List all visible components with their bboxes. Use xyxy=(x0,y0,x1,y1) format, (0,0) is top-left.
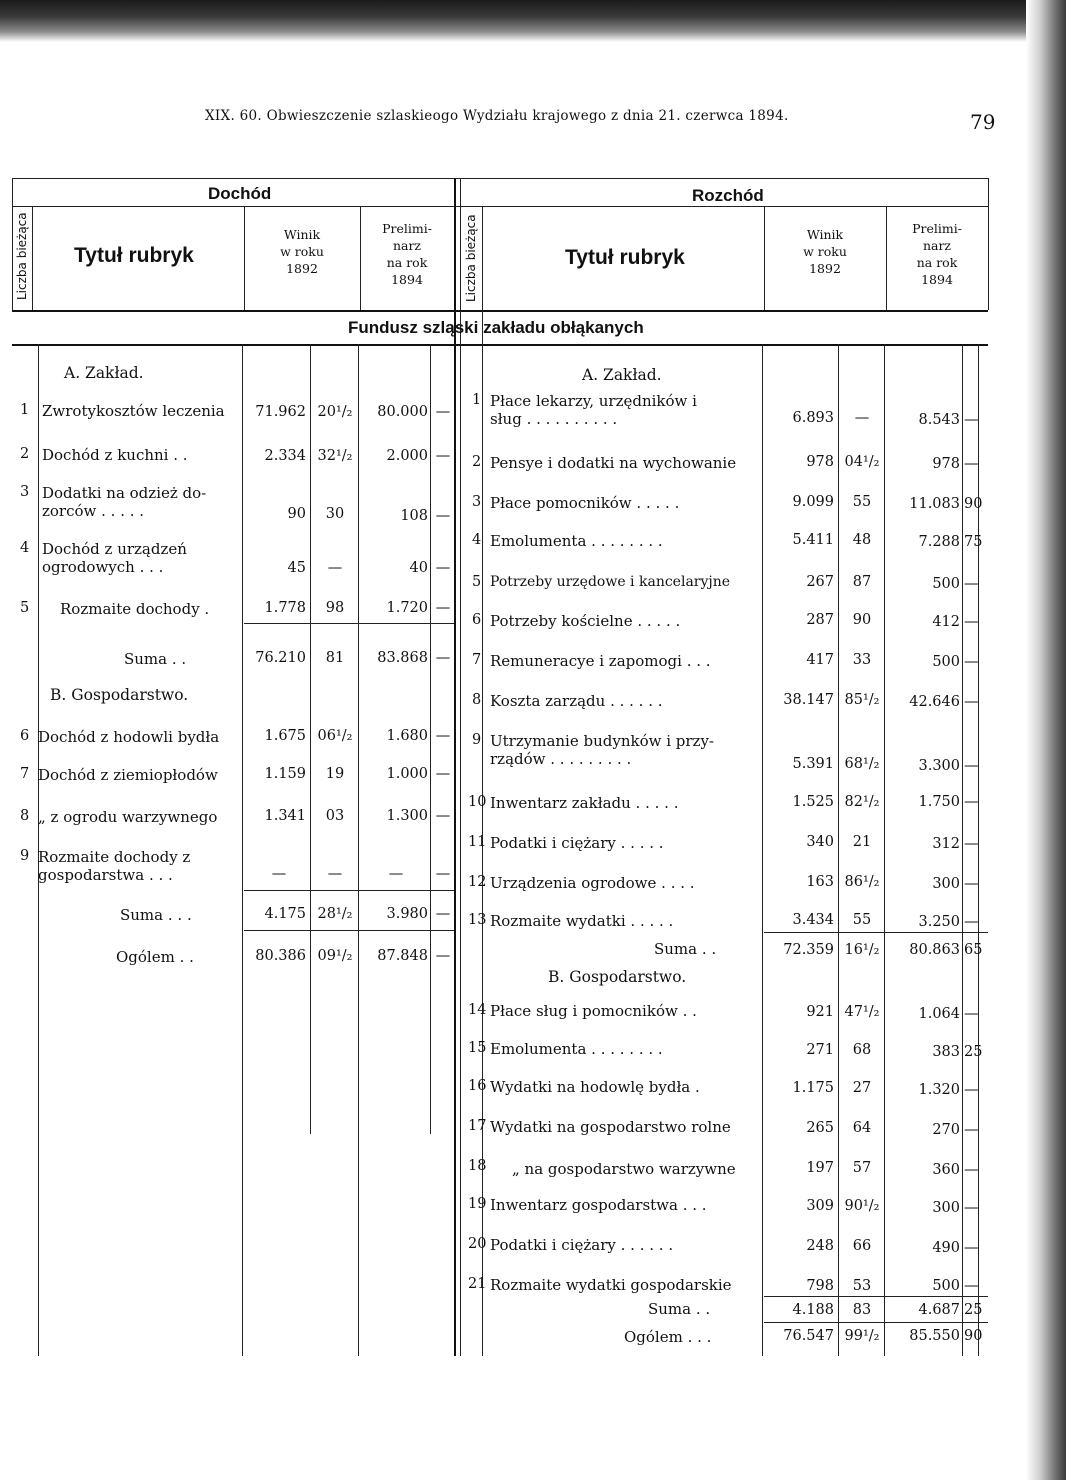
col-result-line: w roku xyxy=(280,244,324,259)
prelim-value: 300 xyxy=(932,876,960,892)
rule xyxy=(430,344,431,1134)
result-value: 1.175 xyxy=(792,1080,834,1096)
rule xyxy=(988,178,989,310)
prelim-fraction: — xyxy=(435,560,451,576)
col-prelim-line: 1894 xyxy=(391,272,423,287)
prelim-value: 1.720 xyxy=(386,600,428,616)
result-fraction: 64 xyxy=(852,1120,872,1136)
prelim-fraction: — xyxy=(435,808,451,824)
row-title: Koszta zarządu . . . . . . xyxy=(490,692,663,710)
expense-section-b: B. Gospodarstwo. xyxy=(548,968,687,986)
total-rule xyxy=(244,930,454,931)
row-number: 9 xyxy=(20,848,30,864)
row-title: Podatki i ciężary . . . . . xyxy=(490,834,664,852)
prelim-value: 3.300 xyxy=(918,758,960,774)
prelim-value: 1.750 xyxy=(918,794,960,810)
result-value: 417 xyxy=(806,652,834,668)
prelim-fraction: — xyxy=(435,448,451,464)
result-value: 5.391 xyxy=(792,756,834,772)
row-number: 2 xyxy=(472,454,482,470)
expense-title: Rozchód xyxy=(692,186,764,205)
row-number: 6 xyxy=(20,728,30,744)
rule xyxy=(838,344,839,1356)
result-value: 340 xyxy=(806,834,834,850)
prelim-value: 978 xyxy=(932,456,960,472)
row-number: 12 xyxy=(468,874,487,890)
row-number: 18 xyxy=(468,1158,487,1174)
row-title: Emolumenta . . . . . . . . xyxy=(490,532,663,550)
fund-title: Fundusz szląski zakładu obłąkanych xyxy=(348,318,644,337)
rule xyxy=(886,206,887,310)
row-number: 8 xyxy=(472,692,482,708)
head-bottom-rule xyxy=(12,310,988,312)
prelim-value: 40 xyxy=(409,560,428,576)
sum-rule xyxy=(244,623,454,624)
rule xyxy=(32,206,33,310)
prelim-fraction: — xyxy=(964,914,979,930)
result-value: 1.525 xyxy=(792,794,834,810)
result-value: 197 xyxy=(806,1160,834,1176)
result-fraction: 68 xyxy=(852,1042,872,1058)
row-title: „ na gospodarstwo warzywne xyxy=(512,1160,736,1178)
prelim-value: 108 xyxy=(400,508,428,524)
row-title-line: Rozmaite dochody z xyxy=(38,848,191,866)
prelim-value: 87.848 xyxy=(377,948,428,964)
col-title-right: Tytuł rubryk xyxy=(565,246,685,269)
result-fraction: 04¹/₂ xyxy=(844,454,880,470)
prelim-value: 1.320 xyxy=(918,1082,960,1098)
prelim-fraction: 75 xyxy=(964,534,983,550)
result-fraction: 90 xyxy=(852,612,872,628)
prelim-fraction: — xyxy=(435,906,451,922)
prelim-value: 2.000 xyxy=(386,448,428,464)
rule xyxy=(242,344,243,1356)
prelim-fraction: 25 xyxy=(964,1044,983,1060)
row-title: Urządzenia ogrodowe . . . . xyxy=(490,874,695,892)
prelim-fraction: — xyxy=(435,728,451,744)
row-number: 19 xyxy=(468,1196,487,1212)
row-title: Rozmaite wydatki . . . . . xyxy=(490,912,674,930)
prelim-fraction: — xyxy=(435,404,451,420)
result-fraction: 27 xyxy=(852,1080,872,1096)
row-number: 6 xyxy=(472,612,482,628)
row-title: „ z ogrodu warzywnego xyxy=(38,808,218,826)
result-value: 248 xyxy=(806,1238,834,1254)
row-title-line: gospodarstwa . . . xyxy=(38,866,173,884)
total-label: Ogólem . . xyxy=(116,948,194,966)
prelim-value: 490 xyxy=(932,1240,960,1256)
result-fraction: 48 xyxy=(852,532,872,548)
row-title: Dochód z ziemiopłodów xyxy=(38,766,218,784)
total-rule xyxy=(764,1322,988,1323)
rule xyxy=(12,178,13,310)
prelim-value: 7.288 xyxy=(918,534,960,550)
result-value: 4.175 xyxy=(264,906,306,922)
prelim-value: 270 xyxy=(932,1122,960,1138)
row-title-line: Płace lekarzy, urzędników i xyxy=(490,392,697,410)
result-value: 72.359 xyxy=(783,942,834,958)
row-title-line: ogrodowych . . . xyxy=(42,558,164,576)
rule xyxy=(962,344,963,1356)
row-title: Dochód z kuchni . . xyxy=(42,446,188,464)
rule xyxy=(358,344,359,1356)
prelim-fraction: — xyxy=(964,1200,979,1216)
prelim-fraction: — xyxy=(964,836,979,852)
row-number: 1 xyxy=(20,402,30,418)
prelim-value: 85.550 xyxy=(909,1328,960,1344)
row-number: 8 xyxy=(20,808,30,824)
result-value: 38.147 xyxy=(783,692,834,708)
result-fraction: 47¹/₂ xyxy=(844,1004,880,1020)
ledger-table xyxy=(12,178,988,1356)
result-fraction: 98 xyxy=(325,600,345,616)
result-value: 921 xyxy=(806,1004,834,1020)
result-value: 2.334 xyxy=(264,448,306,464)
row-title: Rozmaite dochody . xyxy=(60,600,210,618)
result-fraction: — xyxy=(327,866,343,882)
row-title: Wydatki na gospodarstwo rolne xyxy=(490,1118,731,1136)
row-title: Potrzeby urzędowe i kancelaryjne xyxy=(490,574,731,590)
result-fraction: — xyxy=(854,410,870,426)
row-number: 11 xyxy=(468,834,487,850)
row-title-line: sług . . . . . . . . . . xyxy=(490,410,618,428)
result-value: 309 xyxy=(806,1198,834,1214)
prelim-fraction: — xyxy=(964,758,979,774)
sum-rule xyxy=(244,890,454,891)
col-prelim-line: 1894 xyxy=(921,272,953,287)
prelim-value: 500 xyxy=(932,1278,960,1294)
sum-label: Suma . . . xyxy=(120,906,192,924)
prelim-value: 83.868 xyxy=(377,650,428,666)
prelim-value: 412 xyxy=(932,614,960,630)
prelim-fraction: — xyxy=(435,600,451,616)
col-number-left: Liczba bieżąca xyxy=(15,212,29,300)
prelim-value: 383 xyxy=(932,1044,960,1060)
col-number-right: Liczba bieżąca xyxy=(464,214,478,302)
prelim-fraction: — xyxy=(435,508,451,524)
col-prelim-line: na rok xyxy=(916,255,958,270)
sum-label: Suma . . xyxy=(654,940,717,958)
row-number: 14 xyxy=(468,1002,487,1018)
result-value: 163 xyxy=(806,874,834,890)
row-title: Emolumenta . . . . . . . . xyxy=(490,1040,663,1058)
row-number: 17 xyxy=(468,1118,487,1134)
head-rule xyxy=(12,206,988,207)
result-value: 798 xyxy=(806,1278,834,1294)
row-title xyxy=(490,732,714,768)
expense-section-a: A. Zakład. xyxy=(582,366,662,384)
result-fraction: 33 xyxy=(852,652,872,668)
row-title: Dochód z hodowli bydła xyxy=(38,728,220,746)
income-section-b: B. Gospodarstwo. xyxy=(50,686,189,704)
result-value: 90 xyxy=(287,506,306,522)
result-fraction: 03 xyxy=(325,808,345,824)
prelim-value: 80.000 xyxy=(377,404,428,420)
result-value: 76.547 xyxy=(783,1328,834,1344)
col-prelim-right xyxy=(888,220,986,288)
row-number: 5 xyxy=(20,600,30,616)
row-number: 5 xyxy=(472,574,482,590)
prelim-fraction: — xyxy=(964,1162,979,1178)
prelim-fraction: — xyxy=(435,866,451,882)
result-value: 1.675 xyxy=(264,728,306,744)
scan-right-edge xyxy=(1026,0,1066,1480)
row-title: Rozmaite wydatki gospodarskie xyxy=(490,1276,732,1294)
result-value: 5.411 xyxy=(792,532,834,548)
row-title: Inwentarz gospodarstwa . . . xyxy=(490,1196,707,1214)
row-title: Zwrotykosztów leczenia xyxy=(42,402,225,420)
col-result-right xyxy=(766,226,884,277)
row-title-line: rządów . . . . . . . . . xyxy=(490,750,632,768)
row-title xyxy=(490,392,697,428)
row-number: 7 xyxy=(20,766,30,782)
col-prelim-line: Prelimi- xyxy=(382,221,432,236)
prelim-fraction: — xyxy=(964,876,979,892)
rule xyxy=(884,344,885,1356)
prelim-fraction: 90 xyxy=(964,496,983,512)
prelim-fraction: 90 xyxy=(964,1328,983,1344)
rule xyxy=(762,344,763,1356)
result-fraction: 28¹/₂ xyxy=(317,906,353,922)
result-fraction: 19 xyxy=(325,766,345,782)
sum-label: Suma . . xyxy=(648,1300,711,1318)
result-fraction: 83 xyxy=(852,1302,872,1318)
prelim-fraction: — xyxy=(964,1122,979,1138)
prelim-value: 500 xyxy=(932,576,960,592)
result-fraction: 30 xyxy=(325,506,345,522)
rule xyxy=(310,344,311,1134)
col-prelim-line: narz xyxy=(922,238,952,253)
result-fraction: 06¹/₂ xyxy=(317,728,353,744)
col-prelim-line: narz xyxy=(392,238,422,253)
prelim-fraction: — xyxy=(964,576,979,592)
row-title-line: Dodatki na odzież do- xyxy=(42,484,207,502)
prelim-value: 4.687 xyxy=(918,1302,960,1318)
result-fraction: 55 xyxy=(852,912,872,928)
result-fraction: 87 xyxy=(852,574,872,590)
col-result-line: 1892 xyxy=(809,261,841,276)
result-fraction: 57 xyxy=(852,1160,872,1176)
scan-top-edge xyxy=(0,0,1066,42)
row-number: 1 xyxy=(472,392,482,408)
divider-rule xyxy=(454,178,456,1356)
row-title: Potrzeby kościelne . . . . . xyxy=(490,612,681,630)
prelim-value: 3.980 xyxy=(386,906,428,922)
income-title: Dochód xyxy=(208,184,272,203)
prelim-fraction: — xyxy=(964,614,979,630)
result-fraction: 21 xyxy=(852,834,872,850)
total-label: Ogólem . . . xyxy=(624,1328,712,1346)
result-value: 287 xyxy=(806,612,834,628)
prelim-fraction: — xyxy=(435,766,451,782)
col-result-line: w roku xyxy=(803,244,847,259)
prelim-value: 300 xyxy=(932,1200,960,1216)
rule xyxy=(360,206,361,310)
prelim-fraction: — xyxy=(964,794,979,810)
running-header: XIX. 60. Obwieszczenie szlaskieogo Wydziału krajowego z dnia 21. czerwca 1894. xyxy=(205,108,789,124)
prelim-value: 8.543 xyxy=(918,412,960,428)
row-title: Płace pomocników . . . . . xyxy=(490,494,680,512)
prelim-value: 42.646 xyxy=(909,694,960,710)
result-fraction: 68¹/₂ xyxy=(844,756,880,772)
row-number: 13 xyxy=(468,912,487,928)
result-fraction: 99¹/₂ xyxy=(844,1328,880,1344)
row-title xyxy=(42,484,206,520)
col-result-line: 1892 xyxy=(286,261,318,276)
income-section-a: A. Zakład. xyxy=(64,364,144,382)
result-value: 265 xyxy=(806,1120,834,1136)
row-title: Płace sług i pomocników . . xyxy=(490,1002,697,1020)
col-prelim-line: na rok xyxy=(386,255,428,270)
result-value: 76.210 xyxy=(255,650,306,666)
prelim-fraction: — xyxy=(964,1240,979,1256)
prelim-value: 1.680 xyxy=(386,728,428,744)
row-title: Podatki i ciężary . . . . . . xyxy=(490,1236,674,1254)
result-fraction: 32¹/₂ xyxy=(317,448,353,464)
row-title xyxy=(42,540,187,576)
result-value: 80.386 xyxy=(255,948,306,964)
prelim-fraction: — xyxy=(964,412,979,428)
row-title: Remuneracye i zapomogi . . . xyxy=(490,652,711,670)
prelim-fraction: — xyxy=(964,1278,979,1294)
row-number: 9 xyxy=(472,732,482,748)
prelim-fraction: — xyxy=(435,650,451,666)
col-result-line: Winik xyxy=(283,227,321,242)
result-fraction: — xyxy=(327,560,343,576)
prelim-fraction: — xyxy=(964,694,979,710)
result-fraction: 90¹/₂ xyxy=(844,1198,880,1214)
sum-label: Suma . . xyxy=(124,650,187,668)
prelim-fraction: — xyxy=(964,1082,979,1098)
result-fraction: 82¹/₂ xyxy=(844,794,880,810)
result-value: 978 xyxy=(806,454,834,470)
row-number: 16 xyxy=(468,1078,487,1094)
prelim-value: — xyxy=(388,866,404,882)
result-fraction: 09¹/₂ xyxy=(317,948,353,964)
row-title-line: Dochód z urządzeń xyxy=(42,540,187,558)
row-title-line: Utrzymanie budynków i przy- xyxy=(490,732,714,750)
result-value: 6.893 xyxy=(792,410,834,426)
result-fraction: 86¹/₂ xyxy=(844,874,880,890)
prelim-fraction: — xyxy=(964,456,979,472)
result-value: 71.962 xyxy=(255,404,306,420)
prelim-value: 1.064 xyxy=(918,1006,960,1022)
result-fraction: 20¹/₂ xyxy=(317,404,353,420)
prelim-fraction: 65 xyxy=(964,942,983,958)
top-rule xyxy=(12,178,988,179)
result-value: 271 xyxy=(806,1042,834,1058)
prelim-fraction: — xyxy=(964,654,979,670)
sum-rule xyxy=(764,932,988,933)
row-number: 3 xyxy=(20,484,30,500)
row-number: 15 xyxy=(468,1040,487,1056)
row-number: 7 xyxy=(472,652,482,668)
row-number: 20 xyxy=(468,1236,487,1252)
prelim-value: 312 xyxy=(932,836,960,852)
prelim-fraction: — xyxy=(435,948,451,964)
row-title: Wydatki na hodowlę bydła . xyxy=(490,1078,700,1096)
row-number: 21 xyxy=(468,1276,487,1292)
result-value: 267 xyxy=(806,574,834,590)
prelim-value: 1.000 xyxy=(386,766,428,782)
prelim-value: 1.300 xyxy=(386,808,428,824)
row-title: Inwentarz zakładu . . . . . xyxy=(490,794,679,812)
result-fraction: 85¹/₂ xyxy=(844,692,880,708)
result-value: 1.778 xyxy=(264,600,306,616)
page-number: 79 xyxy=(970,110,996,134)
result-value: 1.159 xyxy=(264,766,306,782)
prelim-value: 11.083 xyxy=(909,496,960,512)
sum-rule xyxy=(764,1296,988,1297)
row-number: 4 xyxy=(20,540,30,556)
col-prelim-left xyxy=(362,220,452,288)
col-result-left xyxy=(246,226,358,277)
result-value: 45 xyxy=(287,560,306,576)
prelim-fraction: 25 xyxy=(964,1302,983,1318)
result-value: 3.434 xyxy=(792,912,834,928)
result-fraction: 81 xyxy=(325,650,345,666)
prelim-value: 500 xyxy=(932,654,960,670)
prelim-fraction: — xyxy=(964,1006,979,1022)
result-value: 9.099 xyxy=(792,494,834,510)
result-value: — xyxy=(271,866,287,882)
result-fraction: 53 xyxy=(852,1278,872,1294)
prelim-value: 360 xyxy=(932,1162,960,1178)
prelim-value: 3.250 xyxy=(918,914,960,930)
fund-rule xyxy=(12,344,988,346)
rule xyxy=(482,206,483,1356)
result-value: 4.188 xyxy=(792,1302,834,1318)
row-number: 3 xyxy=(472,494,482,510)
row-number: 10 xyxy=(468,794,487,810)
col-title-left: Tytuł rubryk xyxy=(74,244,194,267)
rule xyxy=(764,206,765,310)
result-fraction: 55 xyxy=(852,494,872,510)
divider-rule xyxy=(460,178,461,1356)
row-number: 2 xyxy=(20,446,30,462)
result-fraction: 16¹/₂ xyxy=(844,942,880,958)
row-title xyxy=(38,848,190,884)
result-value: 1.341 xyxy=(264,808,306,824)
col-prelim-line: Prelimi- xyxy=(912,221,962,236)
row-title-line: zorców . . . . . xyxy=(42,502,145,520)
row-number: 4 xyxy=(472,532,482,548)
rule xyxy=(244,206,245,310)
result-fraction: 66 xyxy=(852,1238,872,1254)
row-title: Pensye i dodatki na wychowanie xyxy=(490,454,737,472)
col-result-line: Winik xyxy=(806,227,844,242)
prelim-value: 80.863 xyxy=(909,942,960,958)
